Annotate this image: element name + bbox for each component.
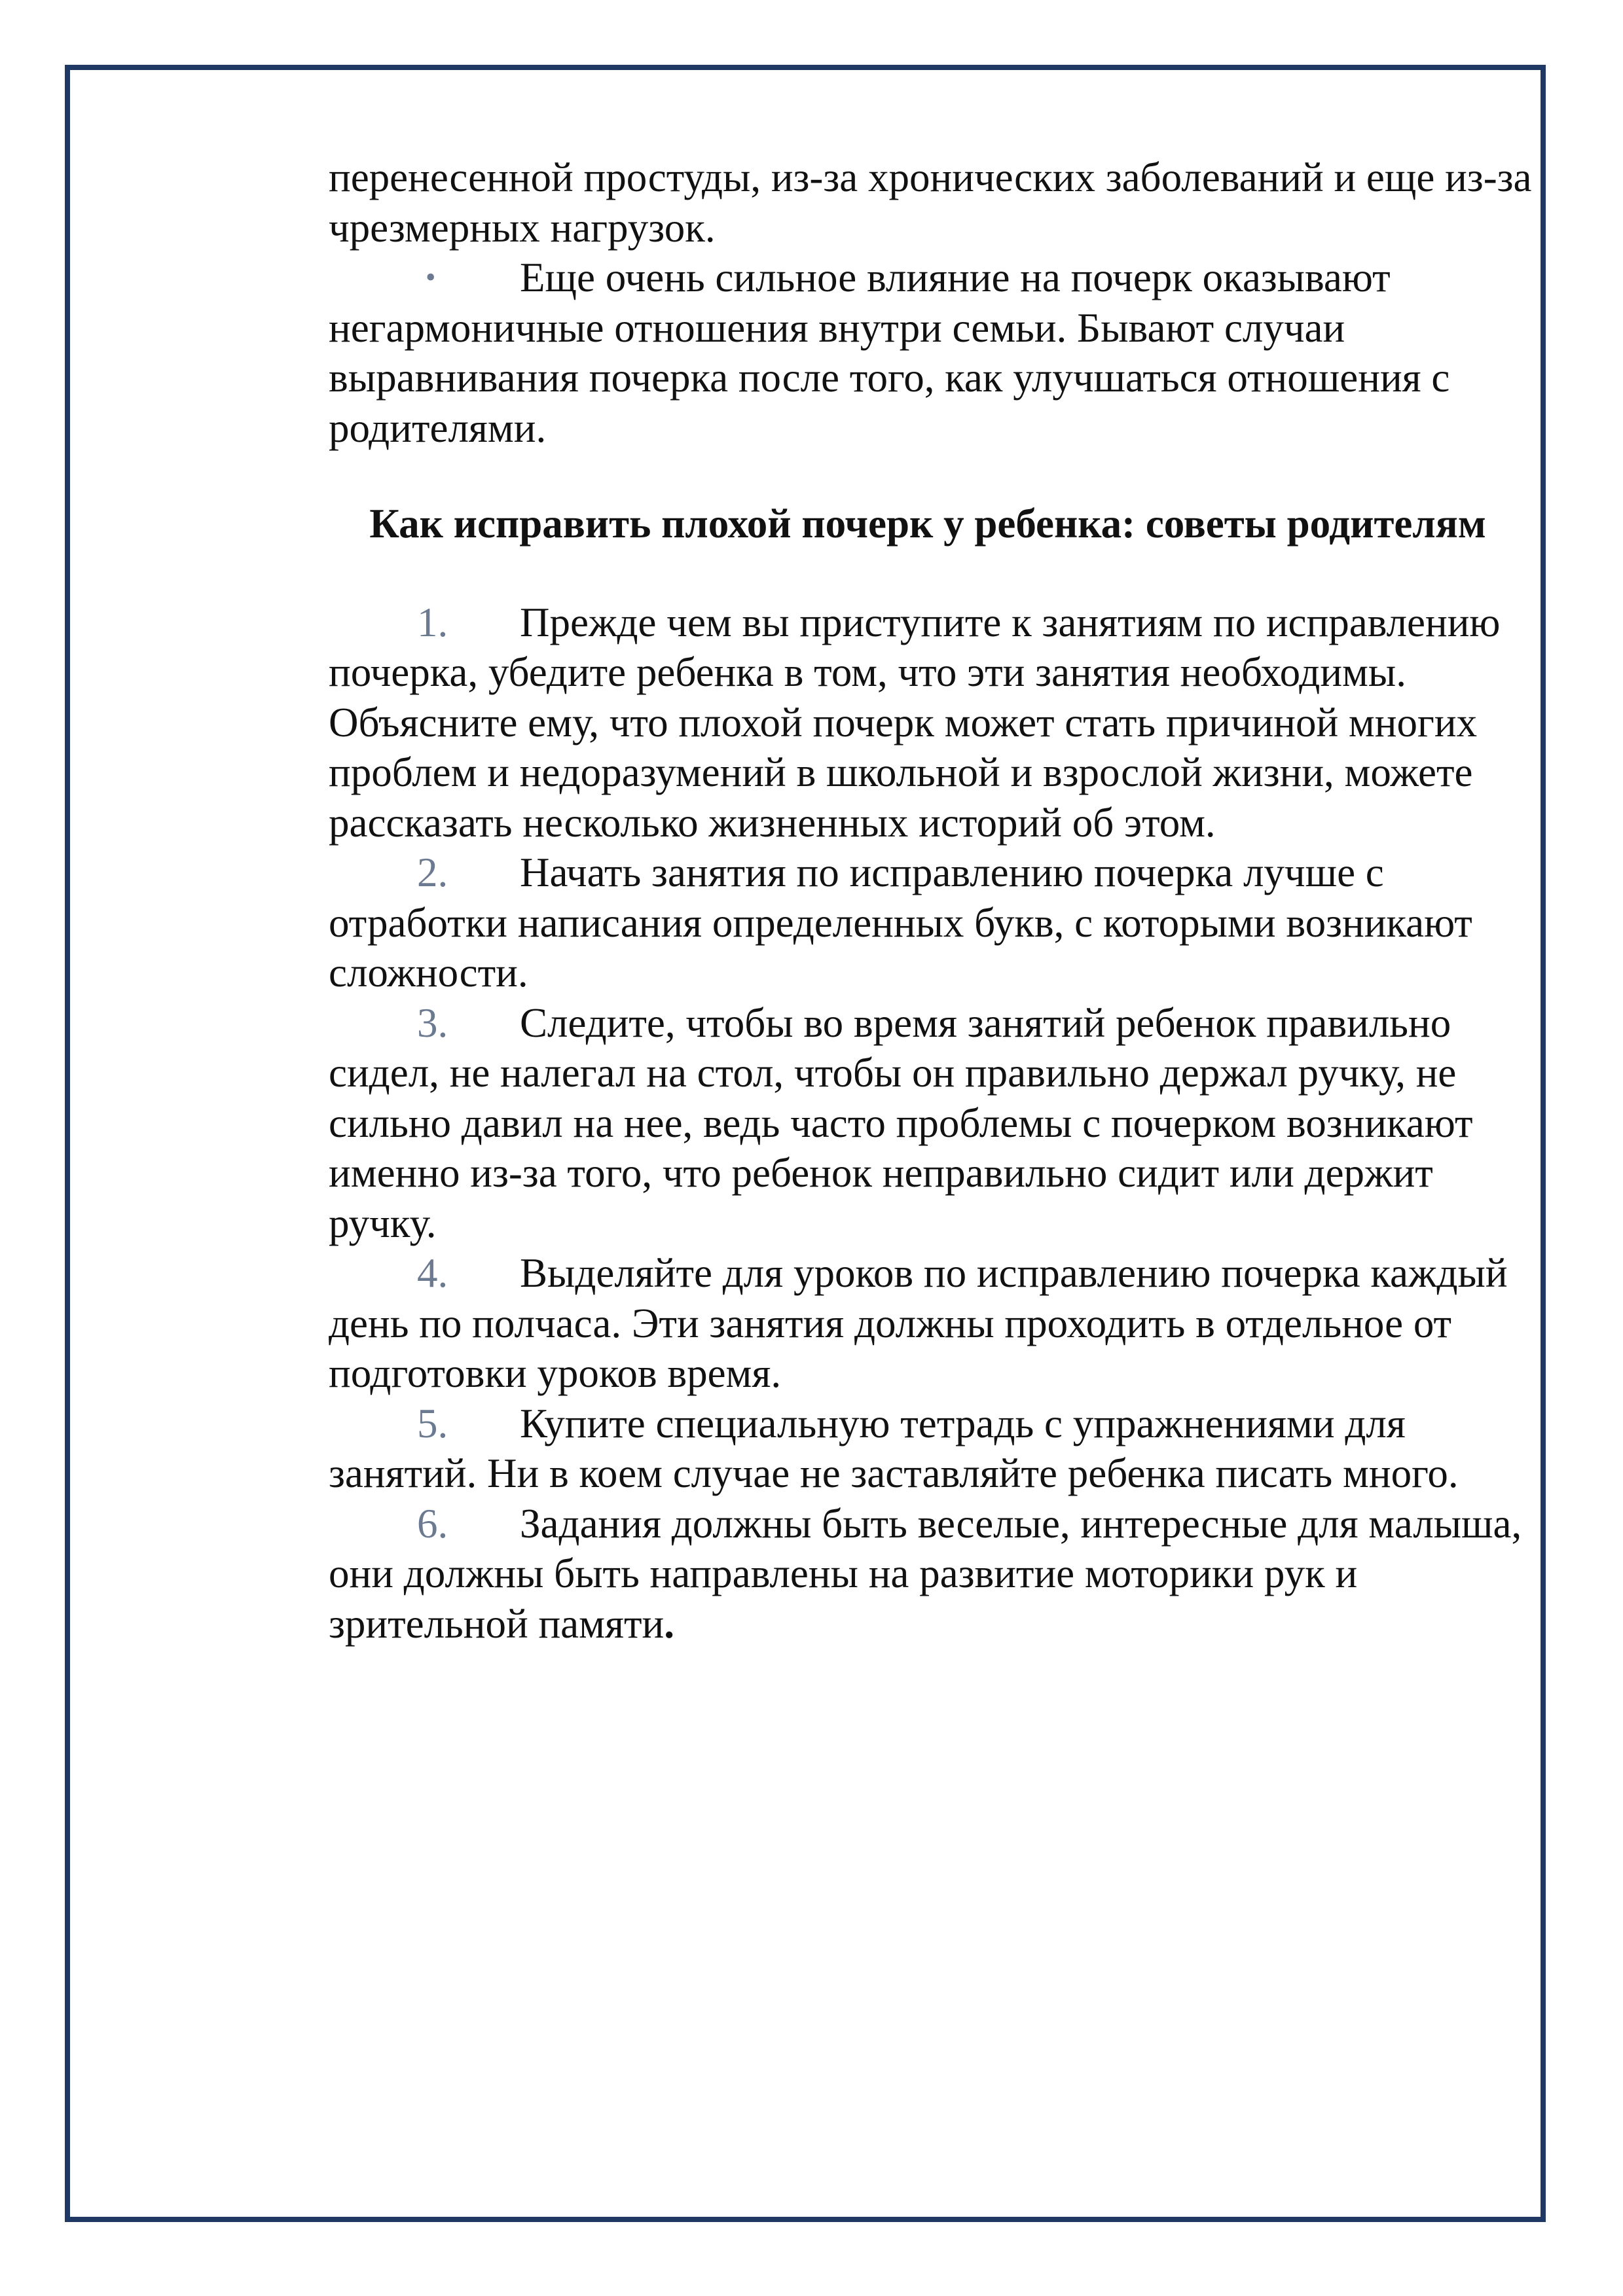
list-number: 3. <box>417 999 448 1046</box>
intro-paragraph: перенесенной простуды, из-за хронических заболеваний и еще из-за чрезмерных нагрузок. <box>329 154 1532 251</box>
list-number: 6. <box>417 1500 448 1547</box>
list-number: 5. <box>417 1400 448 1446</box>
list-item <box>329 1399 1533 1499</box>
list-item <box>329 848 1533 998</box>
list-item <box>329 598 1533 848</box>
list-text: Прежде чем вы приступите к занятиям по исправлению почерка, убедите ребенка в том, что эти занятия необходимы. Объясните ему, что плохой почерк может стать причиной многих проблем и недоразумений в школьной и взрослой жизни, можете рассказать несколько жизненных историй об этом. <box>329 599 1501 846</box>
list-text: Выделяйте для уроков по исправлению почерка каждый день по полчаса. Эти занятия должны проходить в отдельное от подготовки уроков время. <box>329 1250 1508 1396</box>
list-item <box>329 1499 1533 1649</box>
list-item <box>329 998 1533 1249</box>
section-heading: Как исправить плохой почерк у ребенка: советы родителям <box>369 501 1486 547</box>
list-text: Задания должны быть веселые, интересные для малыша, они должны быть направлены на развитие моторики рук и зрительной памяти <box>329 1500 1522 1647</box>
list-text: Купите специальную тетрадь с упражнениями для занятий. Ни в коем случае не заставляйте ребенка писать много. <box>329 1400 1459 1496</box>
bullet-icon: • <box>426 261 436 293</box>
bullet-text: Еще очень сильное влияние на почерк оказывают негармоничные отношения внутри семьи. Бывают случаи выравнивания почерка после того, как улучшаться отношения с родителями. <box>329 255 1450 451</box>
list-text: Начать занятия по исправлению почерка лучше с отработки написания определенных букв, с которыми возникают сложности. <box>329 850 1472 996</box>
list-text-period: . <box>664 1600 674 1647</box>
list-number: 4. <box>417 1250 448 1296</box>
list-number: 1. <box>417 599 448 645</box>
bullet-item <box>329 253 1533 453</box>
list-text: Следите, чтобы во время занятий ребенок правильно сидел, не налегал на стол, чтобы он правильно держал ручку, не сильно давил на нее, ведь часто проблемы с почерком возникают именно из-за того, что ребенок неправильно сидит или держит ручку. <box>329 999 1473 1246</box>
list-number: 2. <box>417 850 448 895</box>
document-body <box>329 152 1533 1649</box>
list-item <box>329 1248 1533 1399</box>
